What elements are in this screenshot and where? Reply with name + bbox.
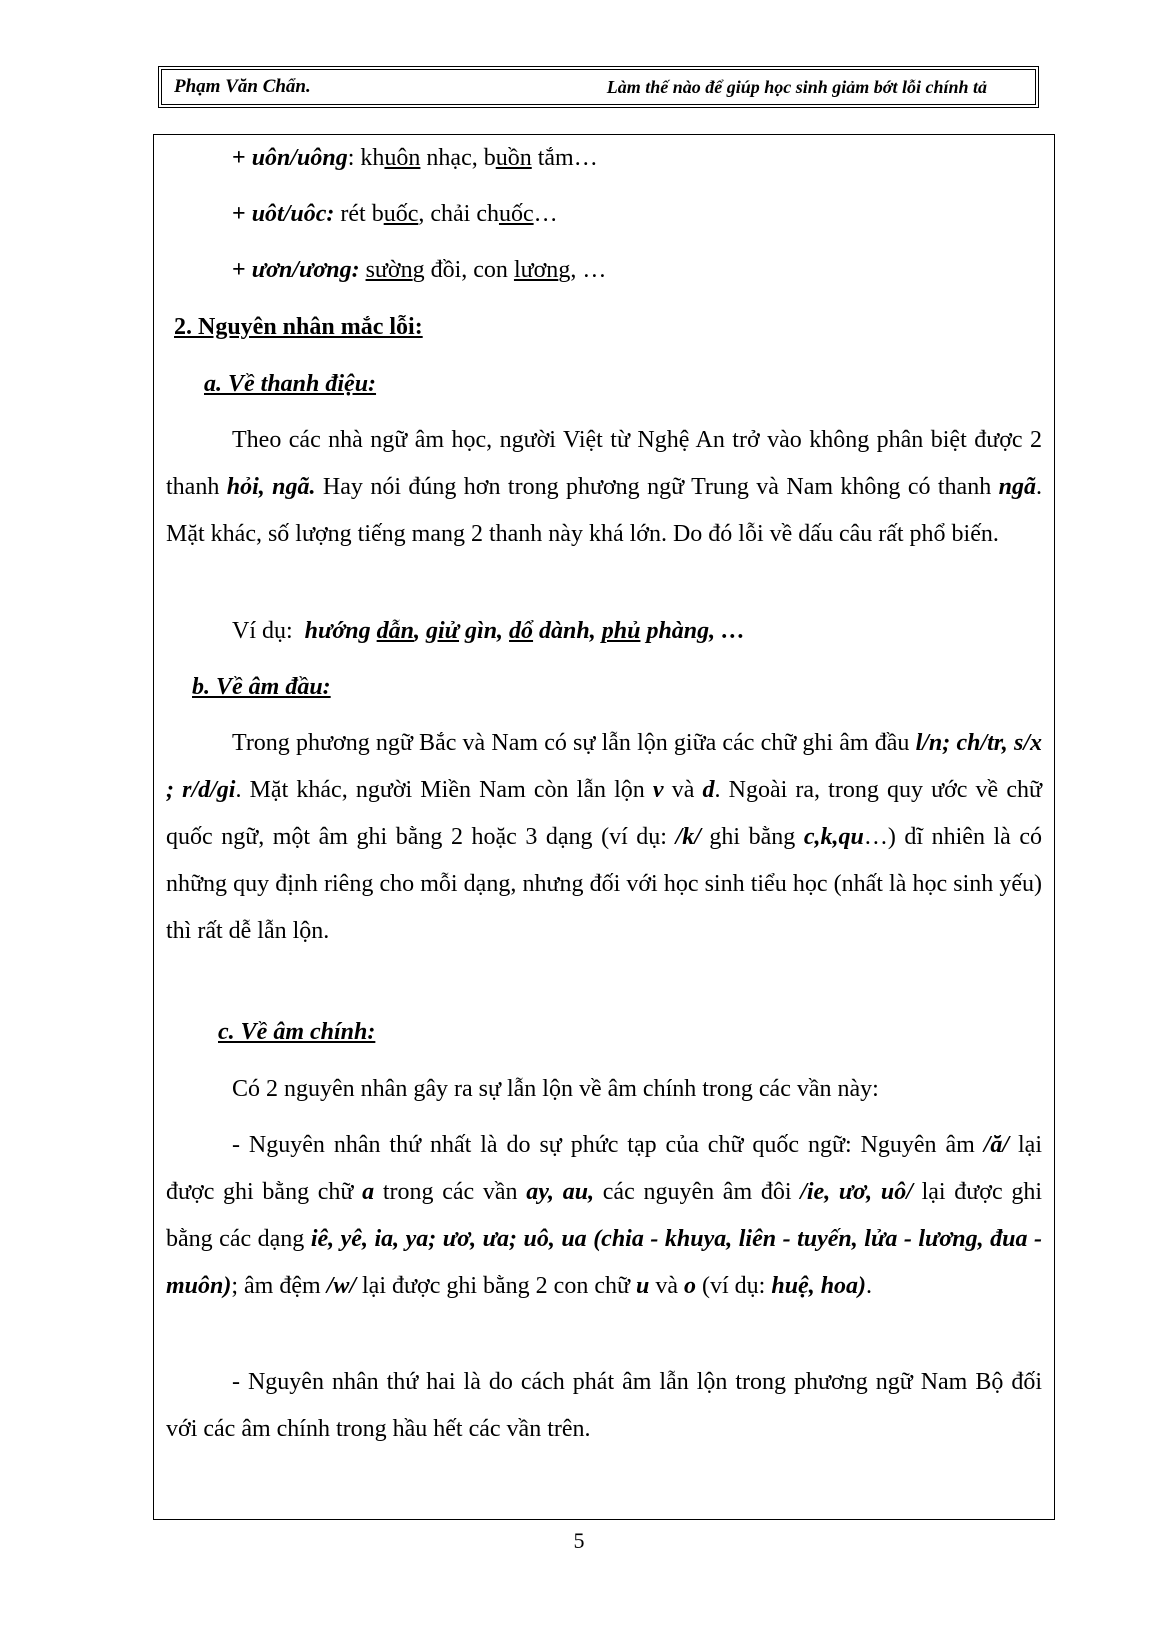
paragraph-tone: Theo các nhà ngữ âm học, người Việt từ Nghệ An trở vào không phân biệt được 2 thanh hỏi, ngã. Hay nói đúng hơn trong phương ngữ Trung và Nam không có thanh ngã. Mặt khác, số lượng tiếng mang 2 thanh này khá lớn. Do đó lỗi về dấu câu rất phổ biến. <box>166 427 1042 547</box>
header-author: Phạm Văn Chẩn. <box>174 76 311 97</box>
content-frame <box>153 134 1055 1520</box>
subsection-heading-c: c. Về âm chính: <box>218 1019 376 1045</box>
example-line: Ví dụ: hướng dẫn, giử gìn, dổ dành, phủ phàng, … <box>232 618 746 644</box>
list-item-uon2: + ươn/ương: sường đồi, con lương, … <box>232 257 607 283</box>
list-item-uon: + uôn/uông: khuôn nhạc, buồn tắm… <box>232 145 598 171</box>
list-item-uot: + uôt/uôc: rét buốc, chải chuốc… <box>232 201 558 227</box>
subsection-heading-a: a. Về thanh điệu: <box>204 371 377 397</box>
section-heading: 2. Nguyên nhân mắc lỗi: <box>174 314 423 340</box>
paragraph-cause-1: - Nguyên nhân thứ nhất là do sự phức tạp của chữ quốc ngữ: Nguyên âm /ă/ lại được ghi bằng chữ a trong các vần ay, au, các nguyên âm đôi /ie, ươ, uô/ lại được ghi bằng các dạng iê, yê, ia, ya; ươ, ưa; uô, ua (chia - khuya, liên - tuyến, lửa - lương, đua - muôn); âm đệm /w/ lại được ghi bằng 2 con chữ u và o (ví dụ: huệ, hoa). <box>166 1132 1042 1299</box>
page-number: 5 <box>573 1528 585 1553</box>
header-title: Làm thế nào để giúp học sinh giảm bớt lỗi chính tả <box>606 77 987 97</box>
subsection-heading-b: b. Về âm đầu: <box>192 674 331 700</box>
paragraph-cause-2: - Nguyên nhân thứ hai là do cách phát âm lẫn lộn trong phương ngữ Nam Bộ đối với các âm chính trong hầu hết các vần trên. <box>166 1369 1042 1442</box>
page-header <box>161 69 1036 105</box>
paragraph-initial-sound: Trong phương ngữ Bắc và Nam có sự lẫn lộn giữa các chữ ghi âm đầu l/n; ch/tr, s/x ; r/d/gi. Mặt khác, người Miền Nam còn lẫn lộn v và d. Ngoài ra, trong quy ước về chữ quốc ngữ, một âm ghi bằng 2 hoặc 3 dạng (ví dụ: /k/ ghi bằng c,k,qu…) dĩ nhiên là có những quy định riêng cho mỗi dạng, nhưng đối với học sinh tiểu học (nhất là học sinh yếu) thì rất dễ lẫn lộn. <box>166 730 1043 944</box>
paragraph-intro: Có 2 nguyên nhân gây ra sự lẫn lộn về âm chính trong các vần này: <box>232 1076 879 1102</box>
